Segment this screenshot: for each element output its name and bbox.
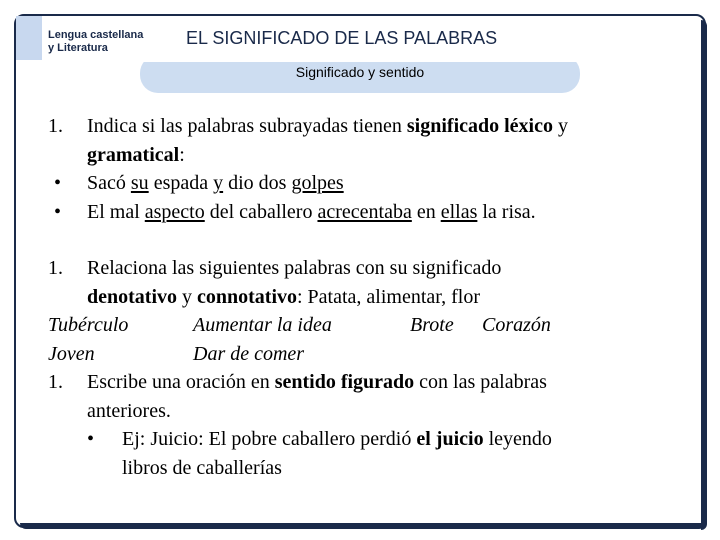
sentence-text: en [411,200,441,223]
exercise-2 [48,254,698,311]
subject-line-1: Lengua castellana [48,29,144,41]
underlined-word: y [213,172,224,194]
exercise-1 [48,112,698,169]
frame-shadow-bottom [20,523,705,529]
ex2-term-connotative: connotativo [197,285,297,308]
underlined-word: acrecentaba [317,200,412,223]
sentence-text: El mal [87,200,145,223]
frame-shadow-right [701,20,707,530]
ex1-colon: : [179,143,185,166]
page-subtitle: Significado y sentido [295,64,425,80]
sentence-text: la risa. [477,200,536,223]
bullet-icon: • [54,200,62,223]
corner-accent [16,16,42,60]
ex3-text: Escribe una oración en [87,371,275,393]
sentence-text: del caballero [204,200,318,223]
meaning-word: Brote [410,314,454,336]
meaning-word: Joven [48,342,95,365]
sentence-text: dio dos [223,172,292,194]
ex1-intro: Indica si las palabras subrayadas tienen [87,115,407,137]
ex1-term-grammatical: gramatical [87,143,180,166]
exercise-number: 1. [48,257,63,279]
meaning-word: Tubérculo [48,314,129,336]
meaning-word: Aumentar la idea [193,314,332,336]
example-text: leyendo [483,428,552,450]
underlined-word: aspecto [144,200,205,223]
ex2-connector: y [177,285,197,308]
bullet-icon: • [87,428,95,450]
ex2-line-1: Relaciona las siguientes palabras con su significado [87,257,502,279]
underlined-word: su [130,172,149,194]
bullet-icon: • [54,172,62,194]
underlined-word: golpes [291,172,344,194]
exercise-number: 1. [48,371,63,393]
meaning-word: Dar de comer [193,342,305,365]
exercise-3 [48,368,698,425]
ex3-term-figurative: sentido figurado [274,371,415,393]
exercise-content [48,112,698,482]
list-item [48,198,698,227]
ex1-term-lexical: significado léxico [406,115,553,137]
sentence-text: espada [148,172,214,194]
example-text: Ej: Juicio: El pobre caballero perdió [122,428,417,450]
exercise-number: 1. [48,115,63,137]
spacer [48,226,698,254]
list-item [48,169,698,198]
meaning-row-2 [48,340,698,369]
subject-line-2: y Literatura [48,42,108,54]
ex2-term-denotative: denotativo [87,285,177,308]
page-title: EL SIGNIFICADO DE LAS PALABRAS [186,28,498,48]
ex2-word-list: : Patata, alimentar, flor [297,285,481,308]
ex3-text: anteriores. [87,399,171,422]
underlined-word: ellas [440,200,478,223]
example-text: libros de caballerías [122,456,282,479]
example-item [48,425,698,482]
example-bold-phrase: el juicio [416,428,484,450]
ex1-connector: y [553,115,568,137]
sentence-text: Sacó [87,172,131,194]
meaning-word: Corazón [482,314,551,336]
ex3-text: con las palabras [414,371,547,393]
meaning-row-1 [48,311,698,340]
subject-label [48,29,143,55]
